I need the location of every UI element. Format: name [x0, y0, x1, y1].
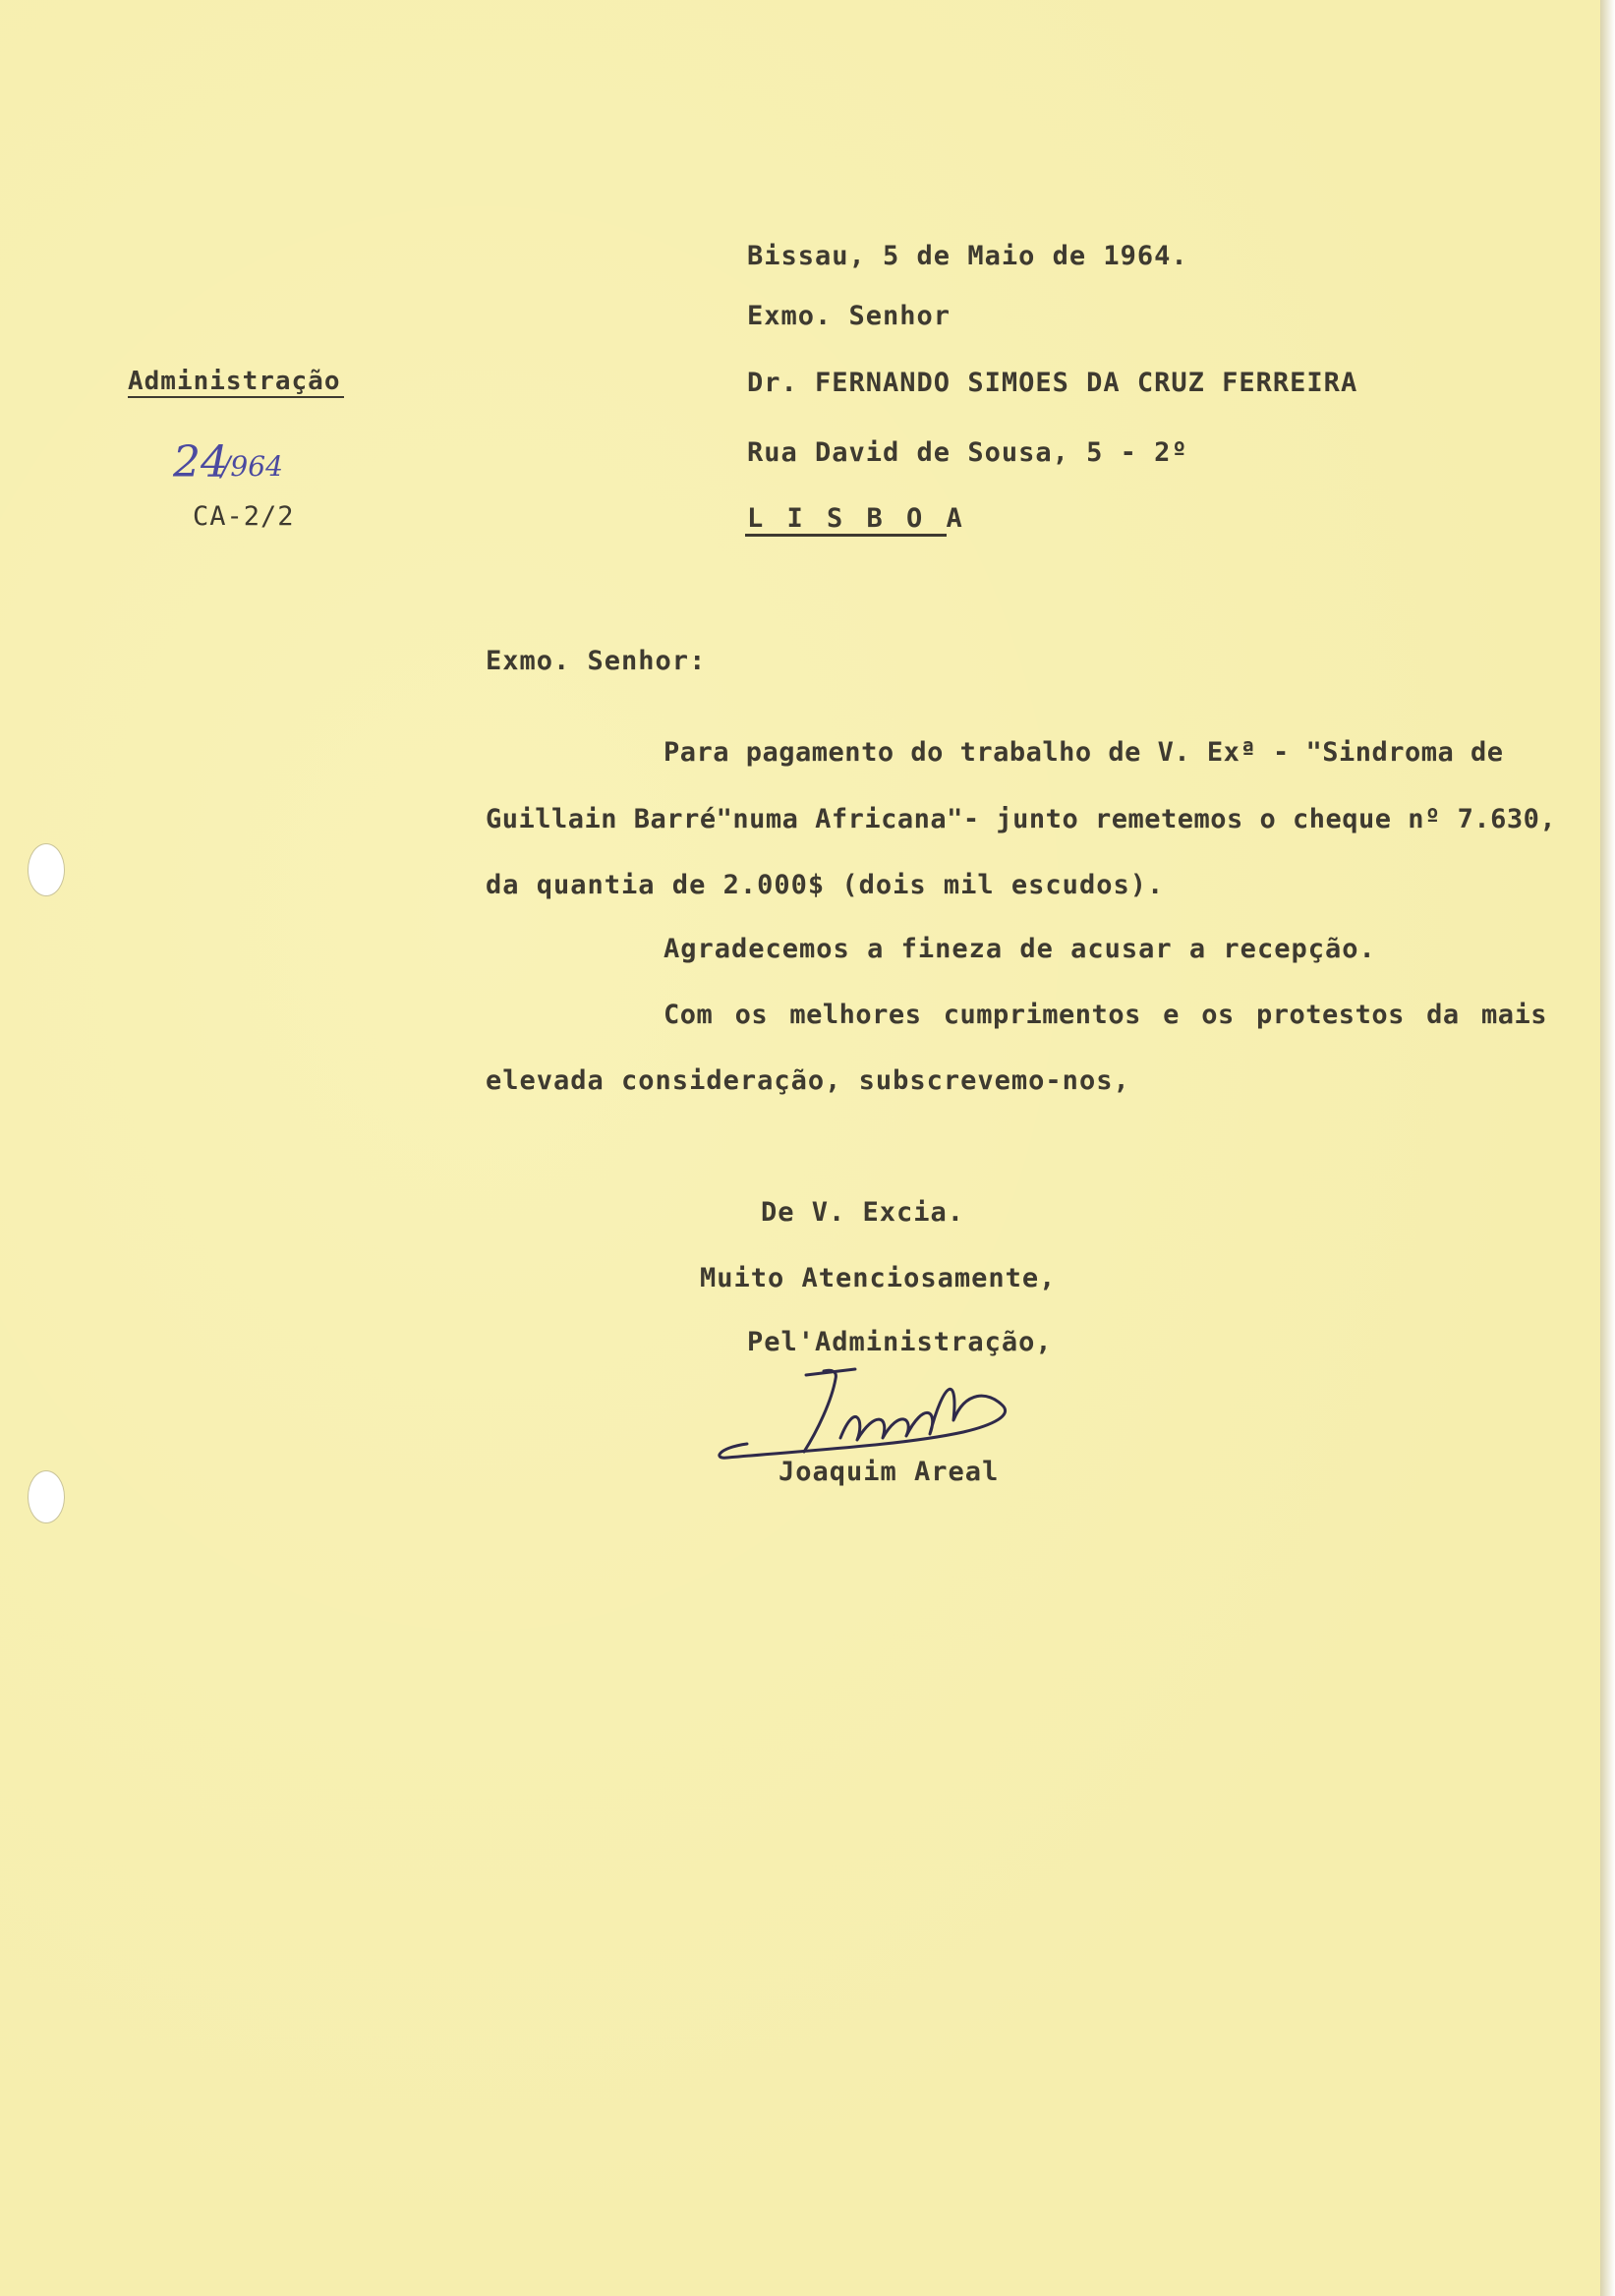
- reference-number-handwritten: 24: [173, 437, 228, 488]
- recipient-street: Rua David de Sousa, 5 - 2º: [747, 437, 1188, 468]
- reference-code: CA-2/2: [193, 501, 295, 532]
- greeting: Exmo. Senhor:: [486, 646, 707, 676]
- salutation-line: Exmo. Senhor: [747, 301, 952, 331]
- signatory-name: Joaquim Areal: [779, 1457, 1000, 1487]
- department-underline: [128, 396, 344, 398]
- closing-line1: De V. Excia.: [761, 1197, 965, 1228]
- paragraph1-line1: Para pagamento do trabalho de V. Exª - "Sindroma de: [663, 737, 1504, 768]
- paragraph2: Agradecemos a fineza de acusar a recepção.: [663, 934, 1376, 964]
- punch-hole-lower: [28, 1470, 65, 1523]
- punch-hole-upper: [28, 843, 65, 896]
- reference-number-year: /964: [221, 450, 283, 483]
- place-date: Bissau, 5 de Maio de 1964.: [747, 241, 1188, 271]
- department-label: Administração: [128, 367, 341, 396]
- paragraph1-line3: da quantia de 2.000$ (dois mil escudos).: [486, 870, 1165, 900]
- recipient-name: Dr. FERNANDO SIMOES DA CRUZ FERREIRA: [747, 368, 1358, 398]
- paragraph3-line2: elevada consideração, subscrevemo-nos,: [486, 1065, 1130, 1096]
- paragraph3-line1: Com os melhores cumprimentos e os protestos da mais: [663, 1000, 1547, 1030]
- paragraph1-line2: Guillain Barré"numa Africana"- junto remetemos o cheque nº 7.630,: [486, 804, 1557, 834]
- city-underline: [745, 534, 947, 537]
- closing-line3: Pel'Administração,: [747, 1327, 1053, 1357]
- page-edge: [1600, 0, 1615, 2296]
- recipient-city: L I S B O A: [747, 503, 966, 534]
- handwritten-signature: [708, 1361, 1032, 1469]
- closing-line2: Muito Atenciosamente,: [700, 1263, 1057, 1293]
